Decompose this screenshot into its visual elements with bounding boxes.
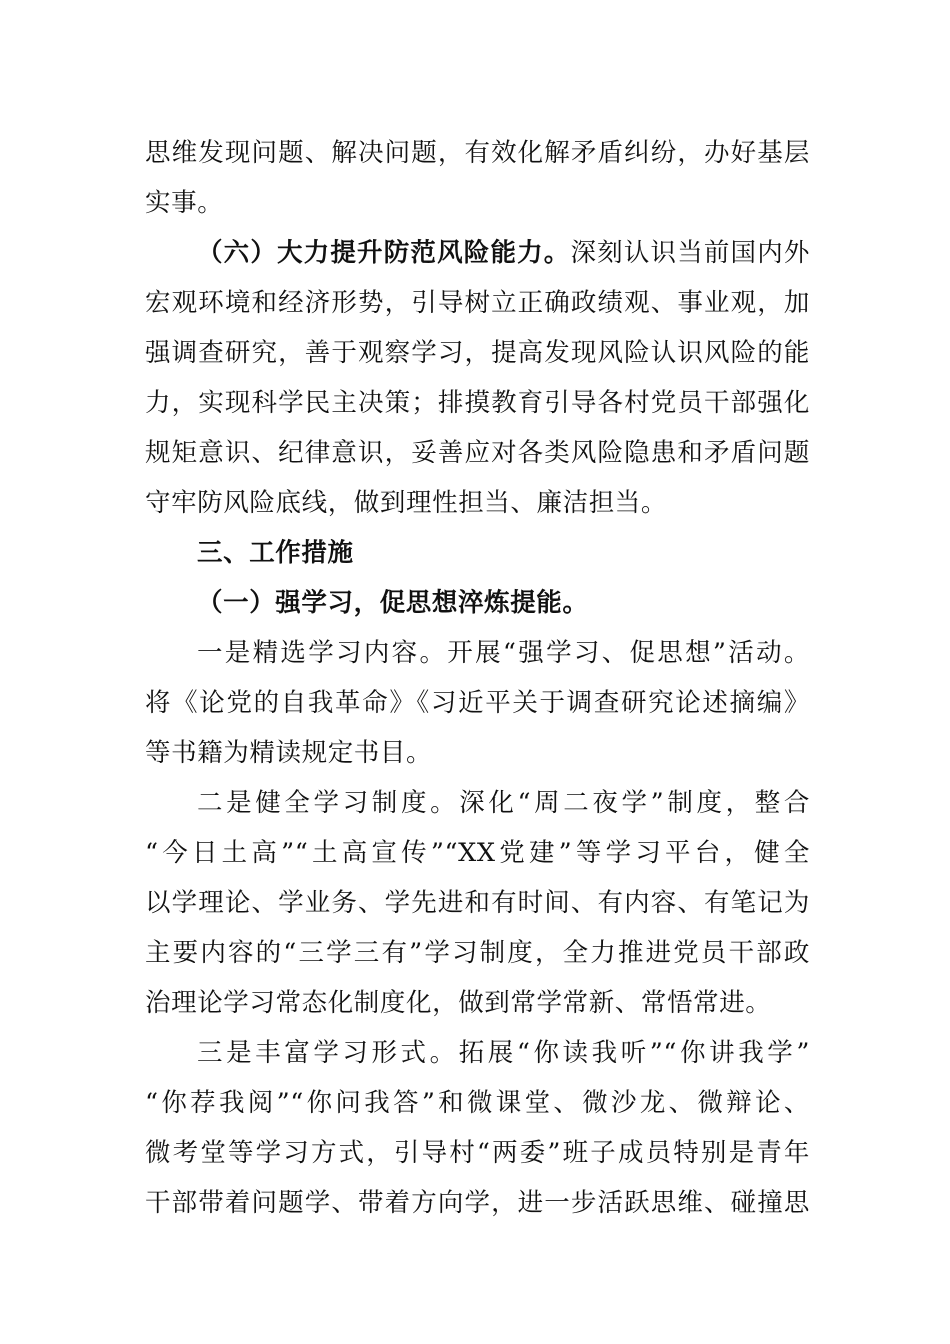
paragraph-line: 思维发现问题、解决问题，有效化解矛盾纠纷，办好基层 (145, 138, 810, 168)
paragraph-line: “你荐我阅”“你问我答”和微课堂、微沙龙、微辩论、 (145, 1088, 810, 1118)
section-three-heading: 三、工作措施 (197, 538, 354, 568)
paragraph-line: 以学理论、学业务、学先进和有时间、有内容、有笔记为 (145, 888, 810, 918)
paragraph-line: 主要内容的“三学三有”学习制度，全力推进党员干部政 (145, 938, 810, 968)
paragraph-line: 微考堂等学习方式，引导村“两委”班子成员特别是青年 (145, 1138, 810, 1168)
paragraph-line: 实事。 (145, 188, 224, 218)
paragraph-line: 等书籍为精读规定书目。 (145, 738, 433, 768)
paragraph-line: “今日土高”“土高宣传”“XX党建”等学习平台，健全 (145, 838, 810, 868)
paragraph-line: 干部带着问题学、带着方向学，进一步活跃思维、碰撞思 (145, 1188, 810, 1218)
paragraph-line: 宏观环境和经济形势，引导树立正确政绩观、事业观，加 (145, 288, 810, 318)
paragraph-line: 强调查研究，善于观察学习，提高发现风险认识风险的能 (145, 338, 810, 368)
paragraph-line: 力，实现科学民主决策；排摸教育引导各村党员干部强化 (145, 388, 810, 418)
paragraph-text: 深刻认识当前国内外 (570, 238, 810, 268)
paragraph-line: 守牢防风险底线，做到理性担当、廉洁担当。 (145, 488, 668, 518)
paragraph-line: 治理论学习常态化制度化，做到常学常新、常悟常进。 (145, 988, 772, 1018)
section-six-paragraph (197, 228, 810, 278)
paragraph-line: 一是精选学习内容。开展“强学习、促思想”活动。 (197, 638, 810, 668)
subsection-one-heading: （一）强学习，促思想淬炼提能。 (197, 588, 589, 618)
paragraph-line: 二是健全学习制度。深化“周二夜学”制度，整合 (197, 788, 810, 818)
paragraph-line: 三是丰富学习形式。拓展“你读我听”“你讲我学” (197, 1038, 810, 1068)
paragraph-line: 规矩意识、纪律意识，妥善应对各类风险隐患和矛盾问题 (145, 438, 810, 468)
paragraph-line: 将《论党的自我革命》《习近平关于调查研究论述摘编》 (145, 688, 810, 718)
section-six-heading: （六）大力提升防范风险能力。 (197, 238, 571, 268)
